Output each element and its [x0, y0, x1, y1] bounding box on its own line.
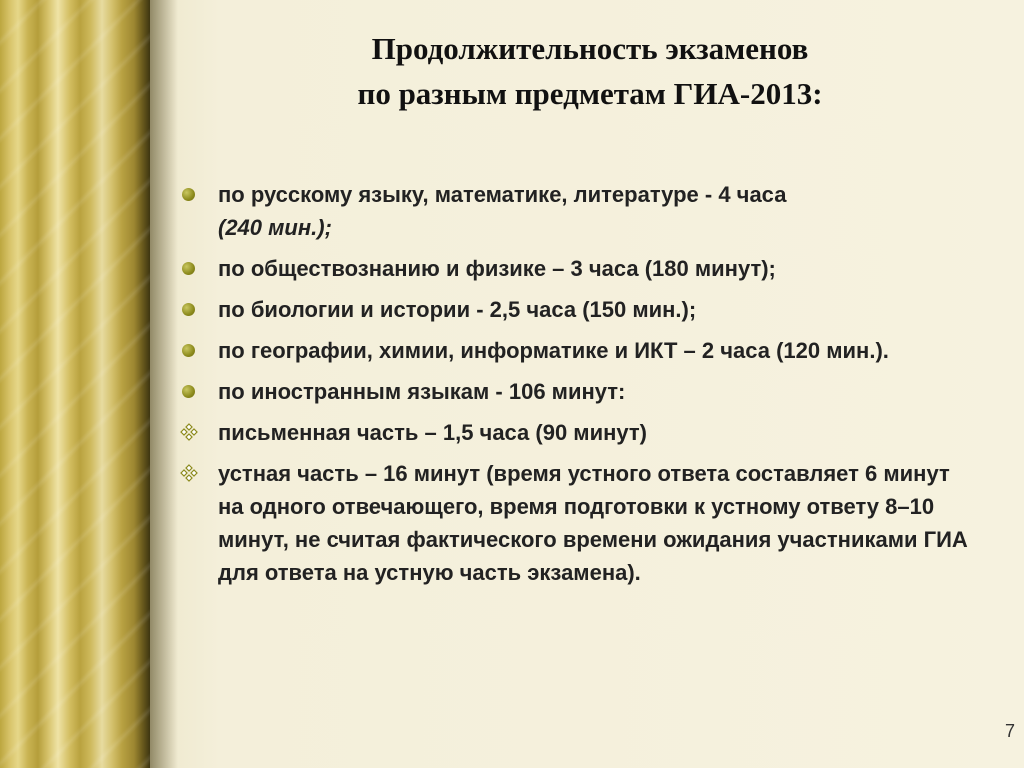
list-item-text: устная часть – 16 минут (время устного ответа составляет 6 минут на одного отвечающего, время подготовки к устному ответу 8–10 минут, не считая фактического времени ожидания участниками ГИА для ответа на устную часть экзамена). — [218, 461, 968, 585]
list-item-text: по обществознанию и физике – 3 часа (180 минут); — [218, 256, 776, 281]
list-item-text: по биологии и истории - 2,5 часа (150 мин.); — [218, 297, 697, 322]
list-item-text: по русскому языку, математике, литературе - 4 часа — [218, 182, 787, 207]
list-item — [180, 178, 980, 244]
list-item — [180, 375, 980, 408]
list-item — [180, 293, 980, 326]
list-item — [180, 334, 980, 367]
list-item-text: письменная часть – 1,5 часа (90 минут) — [218, 420, 647, 445]
page-number: 7 — [1004, 721, 1015, 741]
four-diamond-icon — [180, 464, 198, 482]
title-line-2: по разным предметам ГИА-2013: — [357, 76, 823, 111]
olive-dot-icon — [182, 303, 195, 316]
list-item-text: по иностранным языкам - 106 минут: — [218, 379, 626, 404]
list-item — [180, 252, 980, 285]
list-item-text: по географии, химии, информатике и ИКТ – 2 часа (120 мин.). — [218, 338, 889, 363]
list-item — [180, 416, 980, 449]
list-item — [180, 457, 980, 589]
bullet-list — [180, 178, 980, 597]
slide-title — [190, 26, 990, 116]
olive-dot-icon — [182, 262, 195, 275]
olive-dot-icon — [182, 188, 195, 201]
four-diamond-icon — [180, 423, 198, 441]
olive-dot-icon — [182, 344, 195, 357]
decorative-gold-border — [0, 0, 150, 768]
title-line-1: Продолжительность экзаменов — [371, 31, 809, 66]
olive-dot-icon — [182, 385, 195, 398]
list-item-italic-text: (240 мин.); — [218, 215, 332, 240]
border-shadow — [150, 0, 178, 768]
